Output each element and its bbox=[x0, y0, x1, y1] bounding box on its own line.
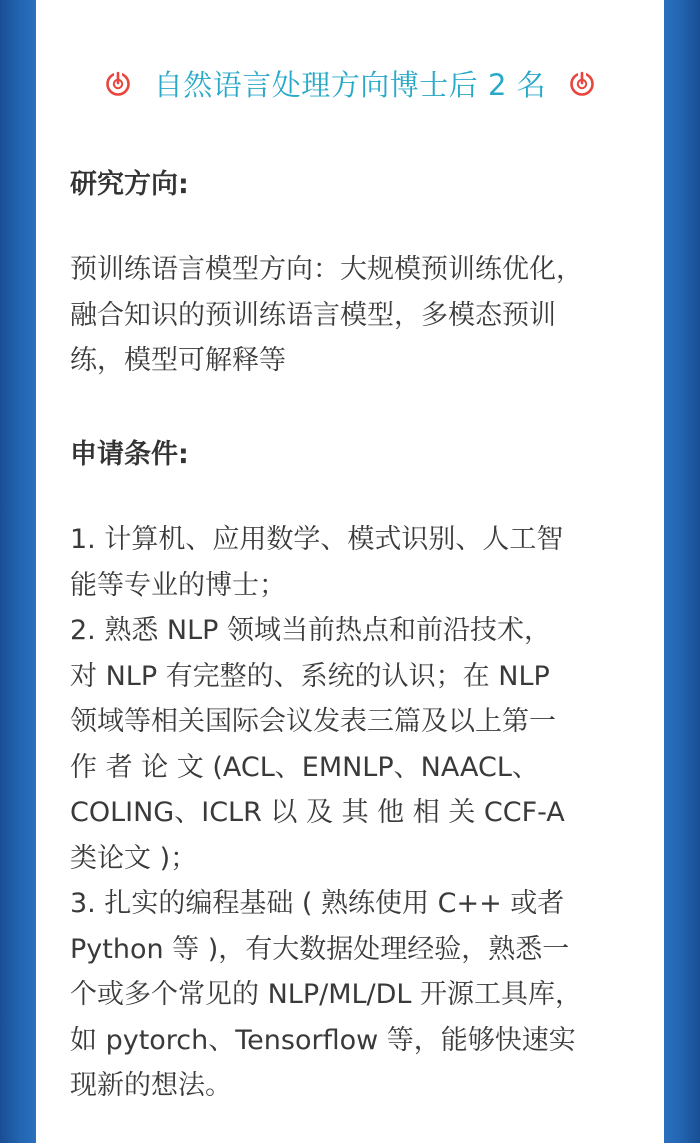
requirements-line: 领域等相关国际会议发表三篇及以上第一 bbox=[70, 706, 556, 737]
title-row bbox=[36, 58, 664, 108]
research-line: 预训练语言模型方向：大规模预训练优化， bbox=[70, 254, 583, 285]
requirements-line: 2. 熟悉 NLP 领域当前热点和前沿技术， bbox=[70, 615, 552, 646]
requirements-line: 作 者 论 文 (ACL、EMNLP、NAACL、 bbox=[70, 751, 539, 783]
page-title: 自然语言处理方向博士后 2 名 bbox=[153, 67, 547, 102]
requirements-line: 个或多个常见的 NLP/ML/DL 开源工具库， bbox=[70, 979, 583, 1010]
requirements-heading: 申请条件: bbox=[70, 439, 189, 470]
requirements-line: 1. 计算机、应用数学、模式识别、人工智 bbox=[70, 524, 564, 555]
research-line: 练，模型可解释等 bbox=[70, 345, 286, 376]
right-side-bar bbox=[664, 0, 700, 1143]
research-paragraph bbox=[70, 247, 632, 384]
power-icon bbox=[568, 69, 596, 97]
requirements-line: 如 pytorch、Tensorflow 等，能够快速实 bbox=[70, 1024, 576, 1056]
requirements-line: 现新的想法。 bbox=[70, 1070, 232, 1101]
requirements-line: Python 等 )，有大数据处理经验，熟悉一 bbox=[70, 933, 570, 965]
left-side-bar bbox=[0, 0, 36, 1143]
power-icon bbox=[104, 69, 132, 97]
requirements-line: 3. 扎实的编程基础 ( 熟练使用 C++ 或者 bbox=[70, 888, 565, 919]
requirements-paragraph bbox=[70, 517, 632, 1109]
research-heading: 研究方向: bbox=[70, 169, 189, 200]
requirements-line: 对 NLP 有完整的、系统的认识；在 NLP bbox=[70, 660, 550, 692]
requirements-line: COLING、ICLR 以 及 其 他 相 关 CCF-A bbox=[70, 797, 565, 828]
requirements-line: 能等专业的博士； bbox=[70, 569, 286, 601]
research-line: 融合知识的预训练语言模型，多模态预训 bbox=[70, 299, 556, 331]
requirements-line: 类论文 )； bbox=[70, 842, 198, 874]
